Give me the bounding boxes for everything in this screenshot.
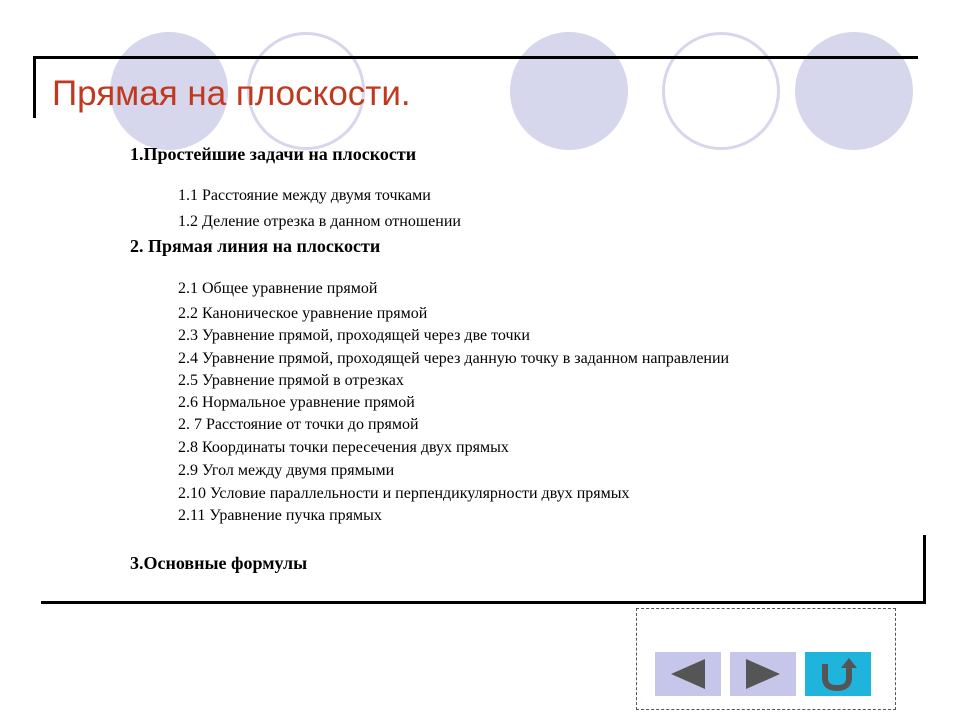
toc-section-3[interactable]: 3.Основные формулы xyxy=(130,553,308,573)
triangle-right-icon xyxy=(730,652,796,696)
toc-section-1[interactable]: 1.Простейшие задачи на плоскости xyxy=(130,144,417,164)
toc-item-2-10[interactable]: 2.10 Условие параллельности и перпендикулярности двух прямых xyxy=(178,485,630,502)
left-rule xyxy=(33,56,36,118)
bottom-rule xyxy=(41,601,926,604)
forward-button[interactable] xyxy=(730,652,796,696)
toc-item-2-11[interactable]: 2.11 Уравнение пучка прямых xyxy=(178,507,382,524)
decor-circle-4 xyxy=(662,32,780,150)
right-rule xyxy=(923,535,926,603)
toc-item-1-1[interactable]: 1.1 Расстояние между двумя точками xyxy=(178,187,431,204)
top-rule xyxy=(34,56,918,59)
return-button[interactable] xyxy=(805,652,871,696)
u-turn-arrow-icon xyxy=(805,652,871,696)
toc-item-1-2[interactable]: 1.2 Деление отрезка в данном отношении xyxy=(178,213,461,230)
navigation-panel xyxy=(636,608,896,710)
toc-item-2-1[interactable]: 2.1 Общее уравнение прямой xyxy=(178,280,378,297)
toc-item-2-6[interactable]: 2.6 Нормальное уравнение прямой xyxy=(178,394,415,411)
decor-circle-3 xyxy=(510,32,628,150)
toc-item-2-7[interactable]: 2. 7 Расстояние от точки до прямой xyxy=(178,416,419,433)
decor-circle-5 xyxy=(795,32,913,150)
toc-item-2-2[interactable]: 2.2 Каноническое уравнение прямой xyxy=(178,305,428,322)
toc-item-2-8[interactable]: 2.8 Координаты точки пересечения двух прямых xyxy=(178,439,509,456)
back-button[interactable] xyxy=(655,652,721,696)
toc-item-2-9[interactable]: 2.9 Угол между двумя прямыми xyxy=(178,462,395,479)
toc-item-2-4[interactable]: 2.4 Уравнение прямой, проходящей через данную точку в заданном направлении xyxy=(178,350,730,367)
triangle-left-icon xyxy=(655,652,721,696)
toc-item-2-5[interactable]: 2.5 Уравнение прямой в отрезках xyxy=(178,372,404,389)
slide-title: Прямая на плоскости. xyxy=(52,74,411,113)
toc-item-2-3[interactable]: 2.3 Уравнение прямой, проходящей через две точки xyxy=(178,327,530,344)
toc-section-2[interactable]: 2. Прямая линия на плоскости xyxy=(130,236,381,256)
